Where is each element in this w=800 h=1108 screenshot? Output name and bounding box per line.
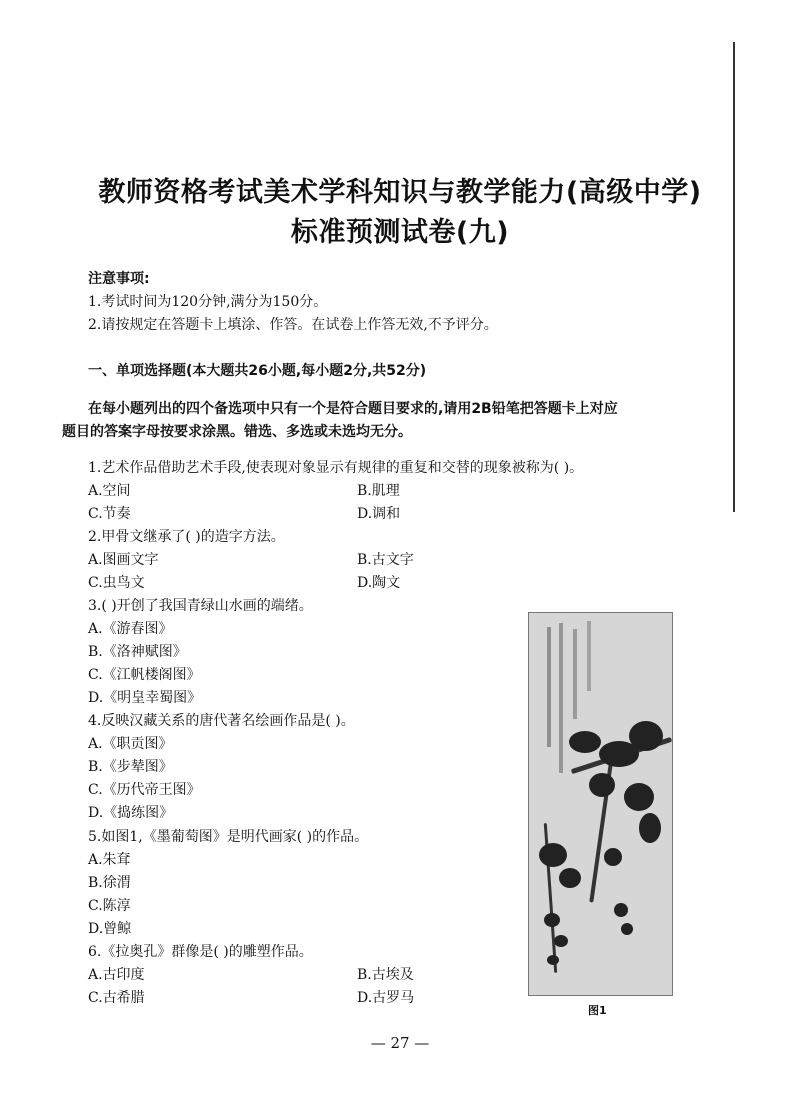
question-4-option-a: A.《职贡图》 — [88, 736, 173, 752]
question-1-option-d: D.调和 — [357, 506, 401, 522]
question-6-option-d: D.古罗马 — [357, 990, 415, 1006]
figure-ink-grape-painting — [528, 612, 673, 996]
question-1-option-a: A.空间 — [88, 483, 131, 499]
question-4-option-b: B.《步辇图》 — [88, 759, 173, 775]
exam-title-line1: 教师资格考试美术学科知识与教学能力(高级中学) — [98, 177, 702, 208]
notice-item-2: 2.请按规定在答题卡上填涂、作答。在试卷上作答无效,不予评分。 — [88, 317, 498, 333]
question-3-option-b: B.《洛神赋图》 — [88, 644, 187, 660]
question-1-option-b: B.肌理 — [357, 483, 400, 499]
question-2-stem: 2.甲骨文继承了( )的造字方法。 — [88, 529, 285, 545]
page-edge-line — [733, 42, 735, 512]
question-5-stem: 5.如图1,《墨葡萄图》是明代画家( )的作品。 — [88, 829, 369, 845]
question-2-option-c: C.虫鸟文 — [88, 575, 145, 591]
question-2-option-d: D.陶文 — [357, 575, 401, 591]
question-1-stem: 1.艺术作品借助艺术手段,使表现对象显示有规律的重复和交替的现象被称为( )。 — [88, 460, 584, 476]
notice-item-1: 1.考试时间为120分钟,满分为150分。 — [88, 294, 328, 310]
notice-heading: 注意事项: — [88, 271, 150, 287]
question-3-stem: 3.( )开创了我国青绿山水画的端绪。 — [88, 598, 313, 614]
section-instruction-1: 在每小题列出的四个备选项中只有一个是符合题目要求的,请用2B铅笔把答题卡上对应 — [88, 401, 618, 417]
question-5-option-b: B.徐渭 — [88, 875, 131, 891]
question-4-option-d: D.《捣练图》 — [88, 805, 174, 821]
question-1-option-c: C.节奏 — [88, 506, 131, 522]
question-4-option-c: C.《历代帝王图》 — [88, 782, 201, 798]
question-5-option-d: D.曾鲸 — [88, 921, 132, 937]
question-4-stem: 4.反映汉藏关系的唐代著名绘画作品是( )。 — [88, 713, 355, 729]
section-heading: 一、单项选择题(本大题共26小题,每小题2分,共52分) — [88, 363, 427, 379]
question-3-option-a: A.《游春图》 — [88, 621, 173, 637]
question-5-option-c: C.陈淳 — [88, 898, 131, 914]
question-3-option-c: C.《江帆楼阁图》 — [88, 667, 201, 683]
section-instruction-2: 题目的答案字母按要求涂黑。错选、多选或未选均无分。 — [62, 424, 412, 440]
question-2-option-b: B.古文字 — [357, 552, 414, 568]
question-6-option-c: C.古希腊 — [88, 990, 145, 1006]
question-2-option-a: A.图画文字 — [88, 552, 159, 568]
exam-title-line2: 标准预测试卷(九) — [290, 217, 510, 248]
question-6-option-b: B.古埃及 — [357, 967, 414, 983]
page-number: — 27 — — [370, 1034, 430, 1052]
question-3-option-d: D.《明皇幸蜀图》 — [88, 690, 202, 706]
question-5-option-a: A.朱耷 — [88, 852, 131, 868]
question-6-stem: 6.《拉奥孔》群像是( )的雕塑作品。 — [88, 944, 313, 960]
question-6-option-a: A.古印度 — [88, 967, 145, 983]
figure-caption: 图1 — [588, 1004, 607, 1017]
